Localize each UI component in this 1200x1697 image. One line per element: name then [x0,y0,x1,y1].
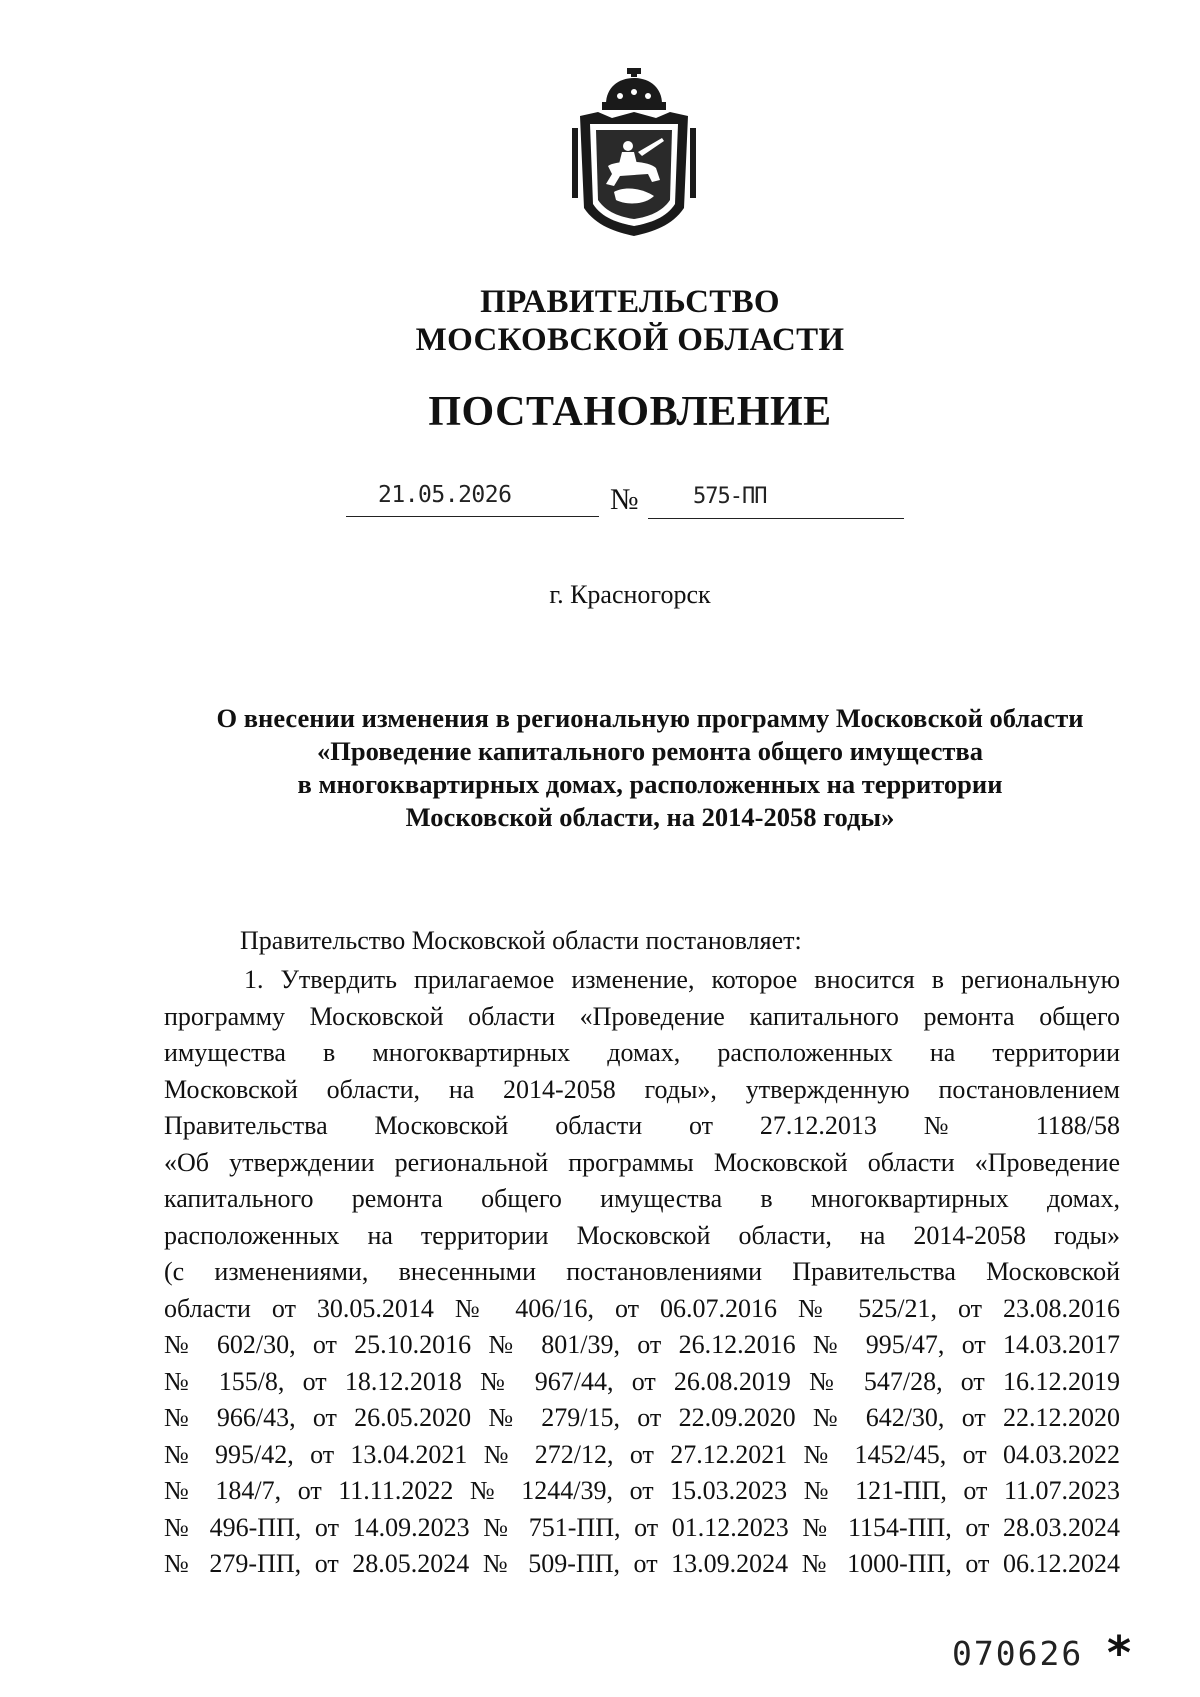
date-underline [346,516,599,517]
body-line: № 496-ПП, от 14.09.2023 № 751-ПП, от 01.12.2023 № 1154-ПП, от 28.03.2024 [164,1512,1120,1542]
subject-line: «Проведение капитального ремонта общего имущества [317,736,983,766]
body-intro: Правительство Московской области постановляет: [240,926,802,955]
coat-of-arms-emblem [572,68,696,236]
body-line: 1. Утвердить прилагаемое изменение, которое вносится в региональную [244,965,1120,994]
body-line: № 602/30, от 25.10.2016 № 801/39, от 26.12.2016 № 995/47, от 14.03.2017 [164,1330,1120,1359]
body-line: № 966/43, от 26.05.2020 № 279/15, от 22.09.2020 № 642/30, от 22.12.2020 [164,1403,1120,1432]
document-date: 21.05.2026 [378,482,512,508]
body-line: области от 30.05.2014 № 406/16, от 06.07.2016 № 525/21, от 23.08.2016 [164,1293,1120,1323]
organization-name-line-1: ПРАВИТЕЛЬСТВО [480,284,780,320]
body-line: № 155/8, от 18.12.2018 № 967/44, от 26.08.2019 № 547/28, от 16.12.2019 [164,1366,1120,1396]
subject-line: О внесении изменения в региональную программу Московской области [216,703,1084,733]
barcode-number: 070626 [952,1634,1084,1673]
body-line: программу Московской области «Проведение капитального ремонта общего [164,1001,1120,1031]
number-underline [648,518,904,519]
document-number: 575-ПП [693,484,767,509]
body-line: Московской области, на 2014-2058 годы», утвержденную постановлением [164,1074,1120,1104]
subject-line: Московской области, на 2014-2058 годы» [405,802,895,832]
body-line: имущества в многоквартирных домах, расположенных на территории [164,1038,1120,1067]
body-line: (с изменениями, внесенными постановлениями Правительства Московской [164,1257,1120,1286]
body-line: № 184/7, от 11.11.2022 № 1244/39, от 15.03.2023 № 121-ПП, от 11.07.2023 [164,1476,1120,1505]
body-line: № 995/42, от 13.04.2021 № 272/12, от 27.12.2021 № 1452/45, от 04.03.2022 [164,1439,1120,1469]
body-line: «Об утверждении региональной программы Московской области «Проведение [164,1147,1120,1177]
number-sign: № [610,483,639,516]
city-name: г. Красногорск [549,580,711,609]
body-line: капитального ремонта общего имущества в многоквартирных домах, [164,1184,1120,1213]
body-line: № 279-ПП, от 28.05.2024 № 509-ПП, от 13.09.2024 № 1000-ПП, от 06.12.2024 [164,1549,1120,1578]
subject-line: в многоквартирных домах, расположенных на территории [297,769,1003,799]
body-line: расположенных на территории Московской области, на 2014-2058 годы» [164,1220,1120,1250]
document-type-title: ПОСТАНОВЛЕНИЕ [428,389,832,435]
asterisk-mark: * [1107,1626,1132,1680]
document-subject [180,702,1120,834]
organization-name-line-2: МОСКОВСКОЙ ОБЛАСТИ [415,322,845,358]
body-text [164,962,1120,1583]
body-line: Правительства Московской области от 27.12.2013 № 1188/58 [164,1111,1120,1140]
